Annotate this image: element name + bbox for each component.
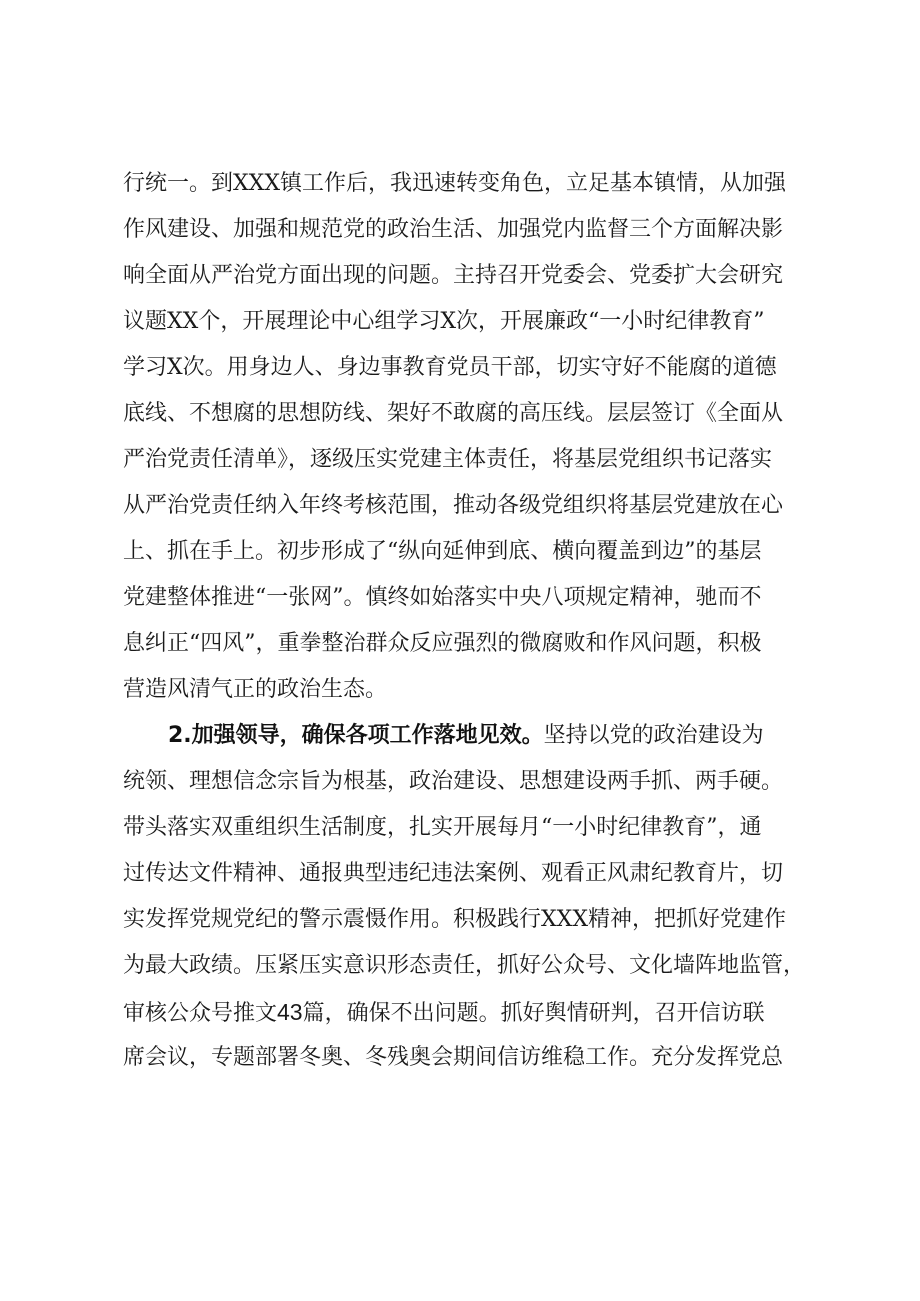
paragraph-2-line-7	[123, 992, 823, 1032]
paragraph-2-line-1-text: 坚持以党的政治建设为	[543, 723, 764, 748]
paragraph-2-line-8: 席会议，专题部署冬奥、冬残奥会期间信访维稳工作。充分发挥党总	[123, 1045, 784, 1070]
paragraph-1-line-9: 上、抓在手上。初步形成了“纵向延伸到底、横向覆盖到边”的基层	[123, 539, 762, 564]
paragraph-1-line-10: 党建整体推进“一张网”。慎终如始落实中央八项规定精神，驰而不	[123, 585, 762, 610]
paragraph-1-line-8: 从严治党责任纳入年终考核范围，推动各级党组织将基层党建放在心	[123, 493, 784, 518]
paragraph-1-line-4: 议题XX个，开展理论中心组学习X次，开展廉政“一小时纪律教育”	[123, 309, 765, 334]
paragraph-2-line-6: 为最大政绩。压紧压实意识形态责任，抓好公众号、文化墙阵地监管，	[123, 953, 806, 978]
paragraph-1-line-3: 响全面从严治党方面出现的问题。主持召开党委会、党委扩大会研究	[123, 263, 784, 288]
paragraph-2-line-2: 统领、理想信念宗旨为根基，政治建设、思想建设两手抓、两手硬。	[123, 769, 784, 794]
section-heading: 2.加强领导，确保各项工作落地见效。	[168, 723, 544, 748]
paragraph-1-line-1: 行统一。到XXX镇工作后，我迅速转变角色，立足基本镇情，从加强	[123, 171, 786, 196]
paragraph-1-line-7: 严治党责任清单》，逐级压实党建主体责任，将基层党组织书记落实	[123, 447, 773, 472]
paragraph-2-line-1	[168, 716, 823, 756]
paragraph-1-line-6: 底线、不想腐的思想防线、架好不敢腐的高压线。层层签订《全面从	[123, 401, 784, 426]
paragraph-1-line-11: 息纠正“四风”，重拳整治群众反应强烈的微腐败和作风问题，积极	[123, 631, 762, 656]
article-count: 43	[277, 999, 303, 1025]
paragraph-2-line-3: 带头落实双重组织生活制度，扎实开展每月“一小时纪律教育”，通	[123, 815, 762, 840]
paragraph-2-line-7-before: 审核公众号推文	[123, 1001, 278, 1026]
paragraph-1-line-2: 作风建设、加强和规范党的政治生活、加强党内监督三个方面解决影	[123, 217, 784, 242]
paragraph-1-line-12: 营造风清气正的政治生态。	[123, 677, 388, 702]
paragraph-2-line-5: 实发挥党规党纪的警示震慑作用。积极践行XXX精神，把抓好党建作	[123, 907, 786, 932]
paragraph-2-line-4: 过传达文件精神、通报典型违纪违法案例、观看正风肃纪教育片，切	[123, 861, 784, 886]
paragraph-1-line-5: 学习X次。用身边人、身边事教育党员干部，切实守好不能腐的道德	[123, 355, 777, 380]
paragraph-2-line-7-after: 篇，确保不出问题。抓好舆情研判，召开信访联	[302, 1001, 765, 1026]
